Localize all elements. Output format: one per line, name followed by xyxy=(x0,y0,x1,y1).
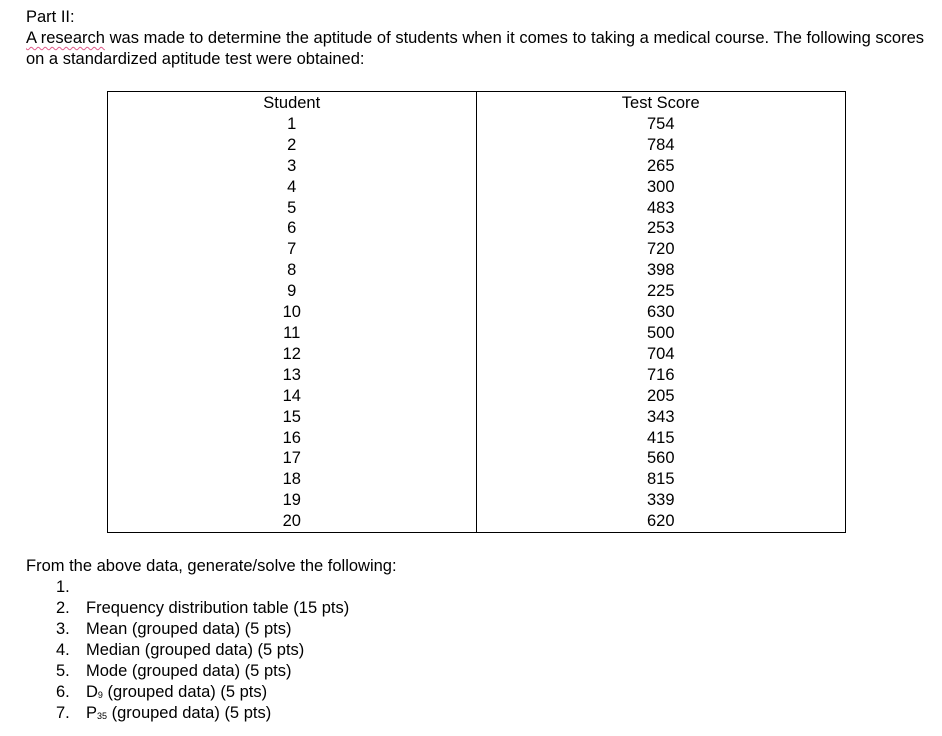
task-subscript: 9 xyxy=(97,690,103,700)
task-description: (grouped data) (5 pts) xyxy=(107,704,272,722)
score-cell: 560 xyxy=(476,448,846,469)
task-description: (grouped data) (5 pts) xyxy=(102,683,268,701)
student-cell: 18 xyxy=(108,469,477,490)
score-cell: 398 xyxy=(476,260,846,281)
table-row xyxy=(108,511,846,532)
score-cell: 630 xyxy=(476,302,846,323)
student-cell: 9 xyxy=(108,281,477,302)
header-test-score: Test Score xyxy=(476,92,846,114)
student-cell: 14 xyxy=(108,386,477,407)
intro-paragraph xyxy=(26,28,924,70)
table-row xyxy=(108,323,846,344)
score-cell: 300 xyxy=(476,177,846,198)
task-text: Frequency distribution table (15 pts) xyxy=(86,599,350,617)
task-number: 6. xyxy=(56,683,70,701)
task-item xyxy=(56,682,349,703)
score-cell: 754 xyxy=(476,114,846,135)
task-number: 4. xyxy=(56,641,70,659)
table-row xyxy=(108,260,846,281)
score-cell: 343 xyxy=(476,407,846,428)
score-cell: 815 xyxy=(476,469,846,490)
table-row xyxy=(108,156,846,177)
task-number: 2. xyxy=(56,599,70,617)
table-row xyxy=(108,135,846,156)
table-row xyxy=(108,239,846,260)
task-number: 5. xyxy=(56,662,70,680)
table-row xyxy=(108,365,846,386)
table-row xyxy=(108,469,846,490)
task-number: 7. xyxy=(56,704,70,722)
task-text: Mode (grouped data) (5 pts) xyxy=(86,662,292,680)
student-cell: 13 xyxy=(108,365,477,386)
task-text: Mean (grouped data) (5 pts) xyxy=(86,620,292,638)
part-heading: Part II: xyxy=(26,8,75,26)
task-item xyxy=(56,598,349,619)
table-row xyxy=(108,198,846,219)
score-cell: 720 xyxy=(476,239,846,260)
score-cell: 225 xyxy=(476,281,846,302)
task-text: Median (grouped data) (5 pts) xyxy=(86,641,305,659)
student-cell: 5 xyxy=(108,198,477,219)
student-cell: 16 xyxy=(108,428,477,449)
score-cell: 500 xyxy=(476,323,846,344)
student-cell: 11 xyxy=(108,323,477,344)
student-cell: 19 xyxy=(108,490,477,511)
table-header-row xyxy=(108,92,846,114)
task-subscript: 35 xyxy=(97,711,108,721)
task-number: 3. xyxy=(56,620,70,638)
score-cell: 253 xyxy=(476,218,846,239)
score-cell: 265 xyxy=(476,156,846,177)
score-cell: 704 xyxy=(476,344,846,365)
table-row xyxy=(108,302,846,323)
student-cell: 2 xyxy=(108,135,477,156)
table-row xyxy=(108,281,846,302)
student-cell: 17 xyxy=(108,448,477,469)
instructions-prompt: From the above data, generate/solve the following: xyxy=(26,557,397,575)
student-cell: 10 xyxy=(108,302,477,323)
student-cell: 3 xyxy=(108,156,477,177)
intro-text: was made to determine the aptitude of students when it comes to taking a medical course. The following scores on a standardized aptitude test were obtained: xyxy=(26,29,924,68)
scores-table xyxy=(107,91,846,533)
header-student: Student xyxy=(108,92,477,114)
score-cell: 339 xyxy=(476,490,846,511)
task-item xyxy=(56,703,349,724)
table-row xyxy=(108,177,846,198)
score-cell: 415 xyxy=(476,428,846,449)
student-cell: 7 xyxy=(108,239,477,260)
task-item xyxy=(56,661,349,682)
table-row xyxy=(108,344,846,365)
task-item xyxy=(56,619,349,640)
student-cell: 20 xyxy=(108,511,477,532)
score-cell: 620 xyxy=(476,511,846,532)
table-row xyxy=(108,448,846,469)
table-row xyxy=(108,490,846,511)
student-cell: 8 xyxy=(108,260,477,281)
student-cell: 1 xyxy=(108,114,477,135)
task-item xyxy=(56,640,349,661)
task-list xyxy=(56,577,349,724)
score-cell: 205 xyxy=(476,386,846,407)
task-symbol: P xyxy=(86,704,98,722)
task-symbol: D xyxy=(86,683,98,701)
student-cell: 6 xyxy=(108,218,477,239)
table-row xyxy=(108,407,846,428)
task-text xyxy=(86,703,271,724)
task-number: 1. xyxy=(56,578,70,596)
score-cell: 784 xyxy=(476,135,846,156)
table-row xyxy=(108,218,846,239)
spellcheck-flagged-text[interactable]: A research xyxy=(26,29,105,47)
task-item xyxy=(56,577,349,598)
score-cell: 483 xyxy=(476,198,846,219)
table-row xyxy=(108,114,846,135)
table-row xyxy=(108,386,846,407)
student-cell: 12 xyxy=(108,344,477,365)
table-row xyxy=(108,428,846,449)
student-cell: 4 xyxy=(108,177,477,198)
score-cell: 716 xyxy=(476,365,846,386)
student-cell: 15 xyxy=(108,407,477,428)
task-text xyxy=(86,682,267,703)
